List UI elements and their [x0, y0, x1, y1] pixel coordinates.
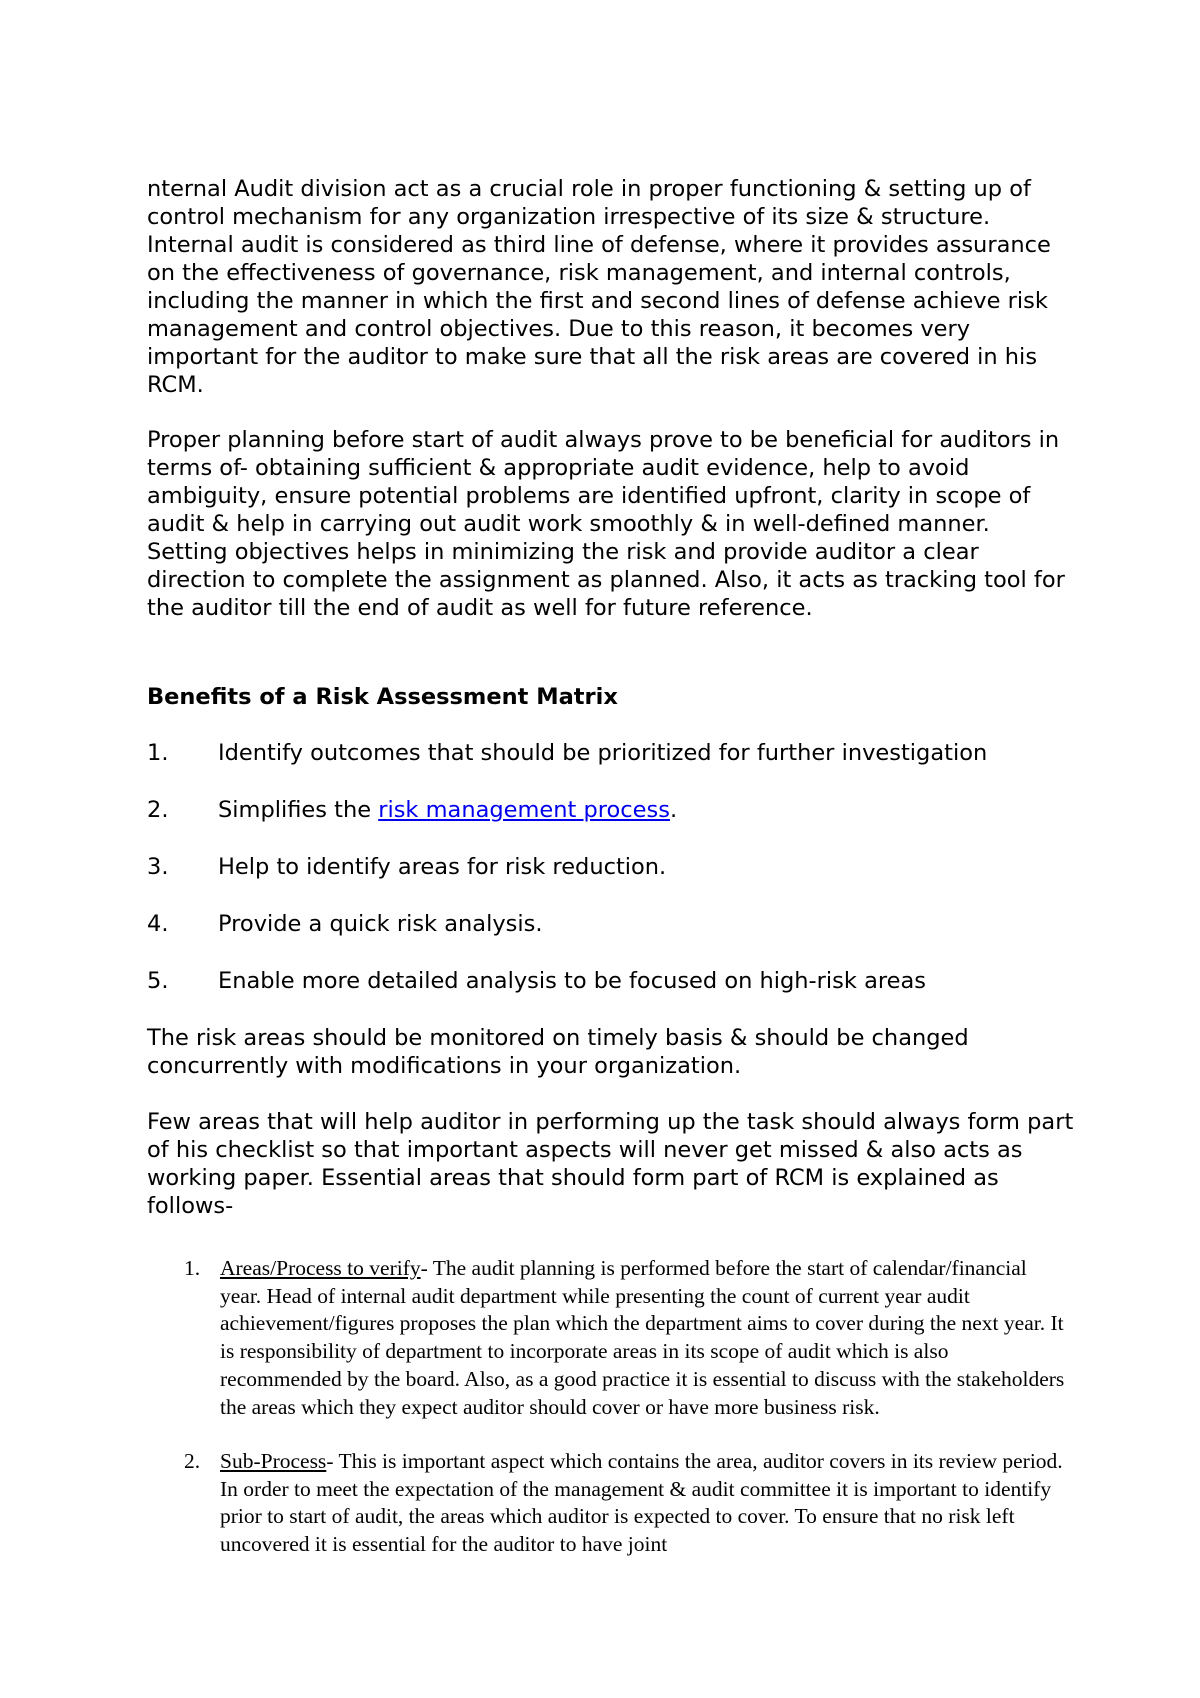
rcm-item-title: Sub-Process: [220, 1449, 327, 1473]
risk-management-process-link[interactable]: risk management process: [378, 797, 670, 823]
benefit-text: Provide a quick risk analysis.: [218, 911, 543, 937]
benefit-item: [147, 910, 542, 938]
monitoring-paragraph: The risk areas should be monitored on timely basis & should be changed concurrently with modifications in your organization.: [147, 1025, 969, 1079]
benefit-item: [147, 796, 677, 824]
checklist-paragraph: Few areas that will help auditor in performing up the task should always form part of his checklist so that important aspects will never get missed & also acts as working paper. Essential areas that should form part of RCM is explained as follows-: [147, 1109, 1074, 1219]
benefit-number: 3.: [147, 854, 169, 880]
rcm-list-item: [186, 1448, 1066, 1559]
rcm-item-number: 2.: [184, 1449, 201, 1473]
planning-paragraph: Proper planning before start of audit always prove to be beneficial for auditors in terms of- obtaining sufficient & appropriate audit evidence, help to avoid ambiguity, ensure potential problems are identified upfront, clarity in scope of audit & help in carrying out audit work smoothly & in well-defined manner. Setting objectives helps in minimizing the risk and provide auditor a clear direction to complete the assignment as planned. Also, it acts as tracking tool for the auditor till the end of audit as well for future reference.: [147, 427, 1065, 621]
benefit-number: 1.: [147, 740, 169, 766]
benefit-number: 5.: [147, 968, 169, 994]
rcm-item-body: [220, 1255, 1066, 1421]
rcm-item-body: [220, 1448, 1066, 1559]
benefit-item: [147, 967, 926, 995]
rcm-list-item: [186, 1255, 1066, 1421]
section-heading: Benefits of a Risk Assessment Matrix: [147, 684, 618, 710]
rcm-item-text: - The audit planning is performed before the start of calendar/financial year. Head of internal audit department while presenting the count of current year audit achievement/figures proposes the plan which the department aims to cover during the next year. It is responsibility of department to incorporate areas in its scope of audit which is also recommended by the board. Also, as a good practice it is essential to discuss with the stakeholders the areas which they expect auditor should cover or have more business risk.: [220, 1256, 1065, 1419]
intro-paragraph: nternal Audit division act as a crucial role in proper functioning & setting up of control mechanism for any organization irrespective of its size & structure. Internal audit is considered as third line of defense, where it provides assurance on the effectiveness of governance, risk management, and internal controls, including the manner in which the first and second lines of defense achieve risk management and control objectives. Due to this reason, it becomes very important for the auditor to make sure that all the risk areas are covered in his RCM.: [147, 176, 1051, 398]
benefit-number: 2.: [147, 797, 169, 823]
benefit-text: Identify outcomes that should be prioritized for further investigation: [218, 740, 988, 766]
benefit-text: Simplifies the: [218, 797, 379, 823]
rcm-item-number: 1.: [184, 1256, 201, 1280]
benefit-text: Enable more detailed analysis to be focused on high-risk areas: [218, 968, 926, 994]
benefit-text-end: .: [669, 797, 678, 823]
benefit-text: Help to identify areas for risk reduction.: [218, 854, 667, 880]
benefit-item: [147, 853, 666, 881]
benefit-number: 4.: [147, 911, 169, 937]
benefit-item: [147, 739, 987, 767]
rcm-item-text: - This is important aspect which contains the area, auditor covers in its review period. In order to meet the expectation of the management & audit committee it is important to identify prior to start of audit, the areas which auditor is expected to cover. To ensure that no risk left uncovered it is essential for the auditor to have joint: [220, 1449, 1063, 1557]
rcm-item-title: Areas/Process to verify: [220, 1256, 421, 1280]
